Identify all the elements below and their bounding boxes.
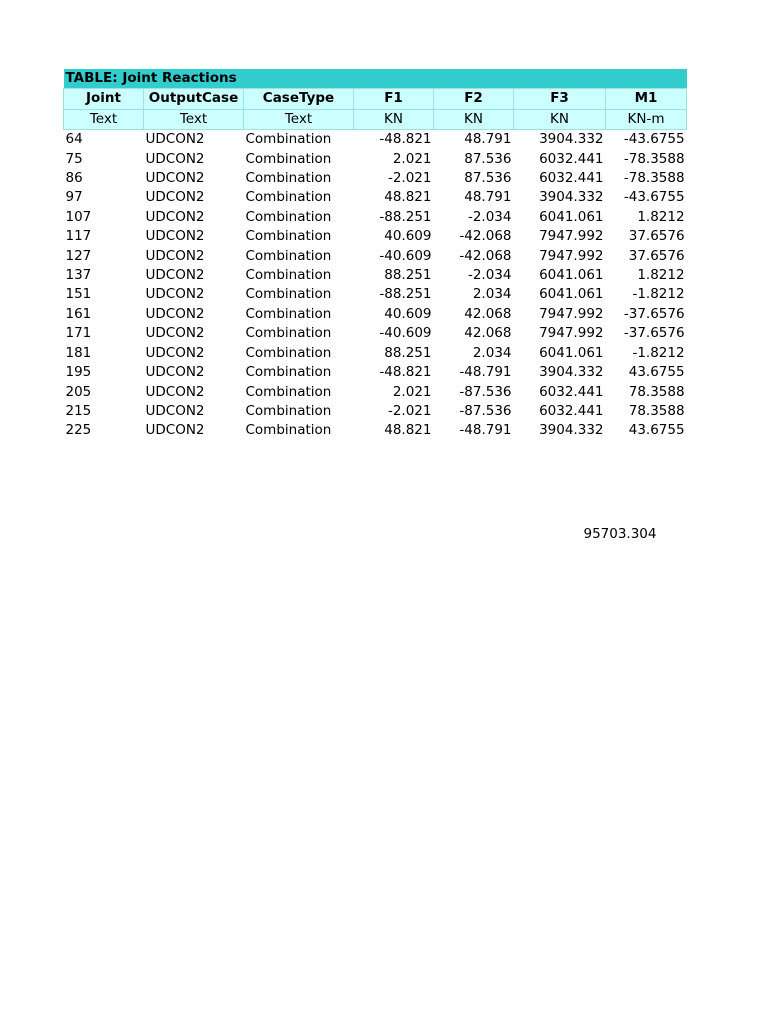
spreadsheet-sheet — [63, 69, 686, 542]
table-title-row — [64, 69, 687, 89]
cell-joint: 161 — [64, 305, 144, 324]
cell-output-case: UDCON2 — [144, 266, 244, 285]
cell-f1: -88.251 — [354, 208, 434, 227]
unit-f2: KN — [434, 109, 514, 129]
header-case-type: CaseType — [244, 89, 354, 109]
unit-joint: Text — [64, 109, 144, 129]
table-row — [64, 227, 687, 246]
unit-f3: KN — [514, 109, 606, 129]
cell-joint: 215 — [64, 402, 144, 421]
cell-f1: -48.821 — [354, 130, 434, 150]
cell-f1: -40.609 — [354, 324, 434, 343]
cell-f3: 6041.061 — [514, 266, 606, 285]
table-row — [64, 247, 687, 266]
cell-m1: 37.6576 — [606, 247, 687, 266]
cell-output-case: UDCON2 — [144, 305, 244, 324]
cell-case-type: Combination — [244, 247, 354, 266]
cell-m1: -43.6755 — [606, 130, 687, 150]
cell-f2: 42.068 — [434, 305, 514, 324]
cell-m1: 1.8212 — [606, 266, 687, 285]
header-output-case: OutputCase — [144, 89, 244, 109]
cell-joint: 64 — [64, 130, 144, 150]
cell-f2: 48.791 — [434, 188, 514, 207]
header-row — [64, 89, 687, 109]
cell-f2: -87.536 — [434, 402, 514, 421]
table-row — [64, 383, 687, 402]
cell-joint: 127 — [64, 247, 144, 266]
cell-output-case: UDCON2 — [144, 421, 244, 440]
cell-output-case: UDCON2 — [144, 208, 244, 227]
cell-output-case: UDCON2 — [144, 188, 244, 207]
cell-f1: -40.609 — [354, 247, 434, 266]
header-f2: F2 — [434, 89, 514, 109]
cell-m1: 78.3588 — [606, 402, 687, 421]
cell-m1: -1.8212 — [606, 344, 687, 363]
cell-case-type: Combination — [244, 266, 354, 285]
cell-output-case: UDCON2 — [144, 363, 244, 382]
cell-output-case: UDCON2 — [144, 130, 244, 150]
cell-output-case: UDCON2 — [144, 247, 244, 266]
cell-f3: 3904.332 — [514, 188, 606, 207]
cell-f3: 6032.441 — [514, 150, 606, 169]
table-row — [64, 324, 687, 343]
cell-f2: 2.034 — [434, 344, 514, 363]
cell-f2: -42.068 — [434, 227, 514, 246]
table-row — [64, 188, 687, 207]
header-f1: F1 — [354, 89, 434, 109]
units-row — [64, 109, 687, 129]
cell-f1: -88.251 — [354, 285, 434, 304]
header-m1: M1 — [606, 89, 687, 109]
cell-f1: -48.821 — [354, 363, 434, 382]
cell-case-type: Combination — [244, 208, 354, 227]
cell-joint: 117 — [64, 227, 144, 246]
cell-joint: 171 — [64, 324, 144, 343]
joint-reactions-table — [63, 69, 687, 441]
cell-joint: 195 — [64, 363, 144, 382]
cell-case-type: Combination — [244, 169, 354, 188]
cell-joint: 225 — [64, 421, 144, 440]
cell-m1: -37.6576 — [606, 324, 687, 343]
cell-joint: 137 — [64, 266, 144, 285]
cell-case-type: Combination — [244, 285, 354, 304]
cell-f3: 6041.061 — [514, 285, 606, 304]
cell-f2: 2.034 — [434, 285, 514, 304]
table-row — [64, 130, 687, 150]
table-row — [64, 363, 687, 382]
header-f3: F3 — [514, 89, 606, 109]
cell-m1: 78.3588 — [606, 383, 687, 402]
cell-m1: -1.8212 — [606, 285, 687, 304]
cell-f2: 48.791 — [434, 130, 514, 150]
cell-f2: -48.791 — [434, 363, 514, 382]
cell-f2: 87.536 — [434, 150, 514, 169]
cell-f3: 6032.441 — [514, 402, 606, 421]
cell-joint: 181 — [64, 344, 144, 363]
cell-f1: 88.251 — [354, 344, 434, 363]
cell-output-case: UDCON2 — [144, 383, 244, 402]
cell-m1: -78.3588 — [606, 169, 687, 188]
cell-case-type: Combination — [244, 363, 354, 382]
table-row — [64, 344, 687, 363]
cell-output-case: UDCON2 — [144, 285, 244, 304]
table-row — [64, 421, 687, 440]
cell-case-type: Combination — [244, 188, 354, 207]
cell-f3: 7947.992 — [514, 305, 606, 324]
cell-f2: -87.536 — [434, 383, 514, 402]
cell-f3: 6032.441 — [514, 383, 606, 402]
cell-joint: 75 — [64, 150, 144, 169]
cell-output-case: UDCON2 — [144, 402, 244, 421]
cell-f1: 40.609 — [354, 305, 434, 324]
cell-output-case: UDCON2 — [144, 227, 244, 246]
cell-case-type: Combination — [244, 227, 354, 246]
cell-f2: -2.034 — [434, 266, 514, 285]
cell-m1: 37.6576 — [606, 227, 687, 246]
cell-f2: 42.068 — [434, 324, 514, 343]
table-row — [64, 402, 687, 421]
cell-f1: 2.021 — [354, 150, 434, 169]
table-row — [64, 150, 687, 169]
cell-f2: 87.536 — [434, 169, 514, 188]
cell-case-type: Combination — [244, 383, 354, 402]
cell-f1: 48.821 — [354, 421, 434, 440]
cell-f1: 40.609 — [354, 227, 434, 246]
cell-joint: 151 — [64, 285, 144, 304]
table-row — [64, 285, 687, 304]
unit-f1: KN — [354, 109, 434, 129]
table-row — [64, 169, 687, 188]
cell-f1: 2.021 — [354, 383, 434, 402]
cell-f3: 6041.061 — [514, 344, 606, 363]
cell-f3: 6032.441 — [514, 169, 606, 188]
cell-joint: 97 — [64, 188, 144, 207]
unit-case-type: Text — [244, 109, 354, 129]
f3-total: 95703.304 — [583, 526, 657, 542]
cell-output-case: UDCON2 — [144, 169, 244, 188]
table-row — [64, 208, 687, 227]
cell-output-case: UDCON2 — [144, 344, 244, 363]
cell-m1: -43.6755 — [606, 188, 687, 207]
cell-case-type: Combination — [244, 421, 354, 440]
cell-m1: -78.3588 — [606, 150, 687, 169]
cell-f3: 7947.992 — [514, 324, 606, 343]
cell-joint: 86 — [64, 169, 144, 188]
table-row — [64, 305, 687, 324]
cell-m1: -37.6576 — [606, 305, 687, 324]
cell-f1: 88.251 — [354, 266, 434, 285]
unit-m1: KN-m — [606, 109, 687, 129]
cell-case-type: Combination — [244, 150, 354, 169]
cell-joint: 205 — [64, 383, 144, 402]
cell-f2: -48.791 — [434, 421, 514, 440]
cell-f3: 7947.992 — [514, 227, 606, 246]
cell-output-case: UDCON2 — [144, 324, 244, 343]
cell-m1: 1.8212 — [606, 208, 687, 227]
cell-f3: 3904.332 — [514, 421, 606, 440]
cell-f3: 3904.332 — [514, 130, 606, 150]
cell-case-type: Combination — [244, 324, 354, 343]
cell-m1: 43.6755 — [606, 363, 687, 382]
cell-f2: -42.068 — [434, 247, 514, 266]
cell-f2: -2.034 — [434, 208, 514, 227]
header-joint: Joint — [64, 89, 144, 109]
cell-f3: 7947.992 — [514, 247, 606, 266]
table-row — [64, 266, 687, 285]
cell-case-type: Combination — [244, 402, 354, 421]
cell-f1: -2.021 — [354, 169, 434, 188]
cell-f3: 3904.332 — [514, 363, 606, 382]
cell-m1: 43.6755 — [606, 421, 687, 440]
cell-f1: -2.021 — [354, 402, 434, 421]
unit-output-case: Text — [144, 109, 244, 129]
cell-joint: 107 — [64, 208, 144, 227]
cell-case-type: Combination — [244, 305, 354, 324]
table-title: TABLE: Joint Reactions — [64, 69, 687, 89]
cell-f1: 48.821 — [354, 188, 434, 207]
cell-f3: 6041.061 — [514, 208, 606, 227]
cell-case-type: Combination — [244, 130, 354, 150]
cell-output-case: UDCON2 — [144, 150, 244, 169]
cell-case-type: Combination — [244, 344, 354, 363]
